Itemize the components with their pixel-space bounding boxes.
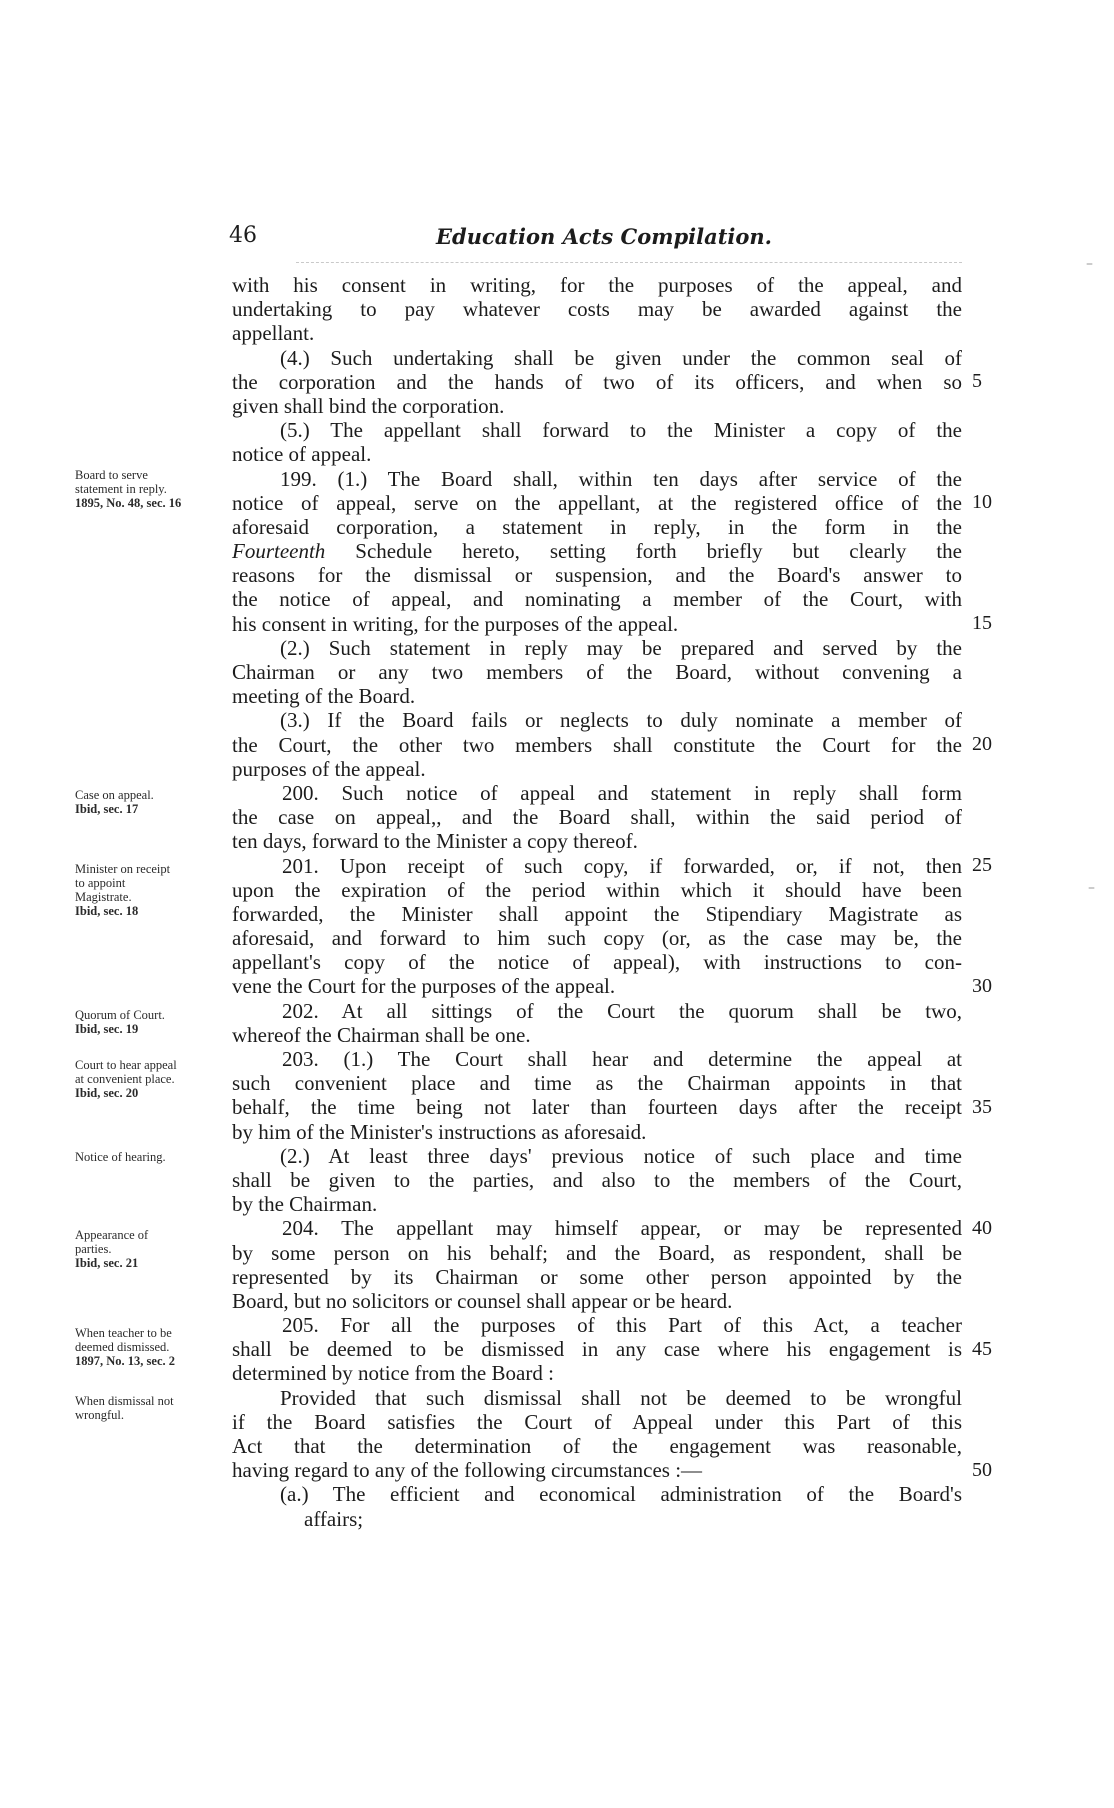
text-line: such convenient place and time as the Chairman appoints in that — [232, 1071, 962, 1096]
text-line: undertaking to pay whatever costs may be awarded against the — [232, 297, 962, 322]
line-number: 20 — [972, 732, 992, 755]
line-number: 35 — [972, 1095, 992, 1118]
sidenote-line: statement in reply. — [75, 482, 167, 496]
sidenote-line: deemed dismissed. — [75, 1340, 170, 1354]
line-number: 10 — [972, 490, 992, 513]
sidenote-citation: Ibid, sec. 18 — [75, 904, 139, 918]
text-line: the Court, the other two members shall constitute the Court for the — [232, 732, 962, 757]
text-line: meeting of the Board. — [232, 684, 416, 709]
text-line: 203. (1.) The Court shall hear and determine the appeal at — [282, 1047, 962, 1071]
sidenote-quorum — [75, 1008, 225, 1036]
sidenote-citation: Ibid, sec. 17 — [75, 802, 139, 816]
text-line: 200. Such notice of appeal and statement in reply shall form — [282, 780, 962, 805]
italic-schedule-word: Fourteenth — [232, 539, 326, 564]
text-line: Board, but no solicitors or counsel shall appear or be heard. — [232, 1288, 733, 1313]
line-number: 30 — [972, 974, 992, 997]
sidenote-appearance — [75, 1228, 225, 1270]
text-line: the notice of appeal, and nominating a member of the Court, with — [232, 587, 962, 612]
text-line: 202. At all sittings of the Court the quorum shall be two, — [282, 998, 962, 1023]
sidenote-line: to appoint — [75, 876, 126, 890]
line-number: 45 — [972, 1337, 992, 1360]
sidenote-line: at convenient place. — [75, 1072, 175, 1086]
text-line: behalf, the time being not later than fourteen days after the receipt — [232, 1095, 962, 1120]
sidenote-line: Minister on receipt — [75, 862, 171, 876]
text-line: purposes of the appeal. — [232, 756, 426, 781]
sidenote-line: When dismissal not — [75, 1394, 174, 1408]
text-line: 204. The appellant may himself appear, or may be represented — [282, 1216, 962, 1241]
body-text — [232, 273, 962, 1531]
text-line: shall be given to the parties, and also to the members of the Court, — [232, 1167, 962, 1192]
sidenote-line: Board to serve — [75, 468, 148, 482]
text-line: upon the expiration of the period within which it should have been — [232, 877, 962, 902]
sidenote-notice-of-hearing — [75, 1150, 225, 1164]
text-line: reasons for the dismissal or suspension, and the Board's answer to — [232, 563, 962, 588]
text-line: given shall bind the corporation. — [232, 393, 505, 418]
text-line: appellant's copy of the notice of appeal), with instructions to con- — [232, 950, 962, 975]
sidenote-board-to-serve — [75, 468, 225, 510]
text-line: shall be deemed to be dismissed in any case where his engagement is — [232, 1337, 962, 1362]
header-rule — [296, 262, 962, 263]
sidenote-line: Court to hear appeal — [75, 1058, 177, 1072]
text-line: notice of appeal, serve on the appellant, at the registered office of the — [232, 490, 962, 515]
text-line: aforesaid corporation, a statement in reply, in the form in the — [232, 514, 962, 539]
scan-dash-mark: – — [1088, 880, 1095, 896]
text-line: if the Board satisfies the Court of Appeal under this Part of this — [232, 1409, 962, 1434]
text-line: the corporation and the hands of two of its officers, and when so — [232, 369, 962, 394]
sidenote-citation: Ibid, sec. 21 — [75, 1256, 139, 1270]
sidenote-citation: 1895, No. 48, sec. 16 — [75, 496, 182, 510]
text-line: affairs; — [304, 1506, 364, 1531]
text-line: (5.) The appellant shall forward to the Minister a copy of the — [280, 418, 962, 443]
text-line: (a.) The efficient and economical administration of the Board's — [280, 1482, 962, 1507]
text-line: vene the Court for the purposes of the appeal. — [232, 974, 616, 999]
text-line: (2.) Such statement in reply may be prepared and served by the — [280, 635, 962, 660]
sidenote-citation: 1897, No. 13, sec. 2 — [75, 1354, 175, 1368]
text-line: 199. (1.) The Board shall, within ten days after service of the — [280, 466, 962, 491]
text-line: ten days, forward to the Minister a copy thereof. — [232, 829, 638, 854]
running-head-title: Education Acts Compilation. — [436, 224, 772, 249]
line-number: 25 — [972, 853, 992, 876]
sidenote-court-to-hear — [75, 1058, 225, 1100]
sidenote-line: Appearance of — [75, 1228, 149, 1242]
sidenote-minister-on-receipt — [75, 862, 225, 918]
text-line: determined by notice from the Board : — [232, 1361, 554, 1386]
text-line: the case on appeal,, and the Board shall, within the said period of — [232, 805, 962, 830]
scan-dash-mark: – — [1086, 256, 1093, 272]
sidenote-when-not-wrongful — [75, 1394, 225, 1422]
line-number: 40 — [972, 1216, 992, 1239]
sidenote-citation: Ibid, sec. 19 — [75, 1022, 139, 1036]
text-fragment: Schedule hereto, setting forth briefly but clearly the — [355, 539, 962, 564]
text-line: appellant. — [232, 321, 315, 346]
sidenote-citation: Ibid, sec. 20 — [75, 1086, 139, 1100]
sidenote-line: When teacher to be — [75, 1326, 172, 1340]
line-number: 15 — [972, 611, 992, 634]
text-line: (3.) If the Board fails or neglects to duly nominate a member of — [280, 708, 962, 733]
text-line: aforesaid, and forward to him such copy (or, as the case may be, the — [232, 926, 962, 951]
sidenote-line: Case on appeal. — [75, 788, 154, 802]
text-line: represented by its Chairman or some other person appointed by the — [232, 1264, 962, 1289]
sidenote-when-teacher-dismissed — [75, 1326, 225, 1368]
text-line: by him of the Minister's instructions as aforesaid. — [232, 1119, 647, 1144]
text-line: with his consent in writing, for the purposes of the appeal, and — [232, 273, 962, 297]
text-line: Provided that such dismissal shall not be deemed to be wrongful — [280, 1385, 962, 1410]
text-line: by the Chairman. — [232, 1192, 378, 1217]
text-line: forwarded, the Minister shall appoint the Stipendiary Magistrate as — [232, 901, 962, 926]
page-number: 46 — [229, 223, 257, 248]
text-line: (2.) At least three days' previous notice of such place and time — [280, 1143, 962, 1168]
sidenote-line: wrongful. — [75, 1408, 124, 1422]
text-line: Act that the determination of the engagement was reasonable, — [232, 1434, 962, 1458]
text-line: his consent in writing, for the purposes of the appeal. — [232, 611, 679, 636]
text-line: having regard to any of the following circumstances :— — [232, 1458, 703, 1483]
sidenote-line: Quorum of Court. — [75, 1008, 165, 1022]
text-line: (4.) Such undertaking shall be given under the common seal of — [280, 345, 962, 370]
sidenote-line: parties. — [75, 1242, 112, 1256]
text-line: notice of appeal. — [232, 442, 372, 467]
text-line: 201. Upon receipt of such copy, if forwarded, or, if not, then — [282, 853, 962, 878]
text-line: 205. For all the purposes of this Part of this Act, a teacher — [282, 1313, 962, 1338]
line-number: 5 — [972, 369, 982, 392]
line-number: 50 — [972, 1458, 992, 1481]
sidenote-line: Magistrate. — [75, 890, 132, 904]
text-line: Chairman or any two members of the Board, without convening a — [232, 660, 962, 684]
text-line-with-italic — [232, 539, 962, 563]
text-line: by some person on his behalf; and the Board, as respondent, shall be — [232, 1240, 962, 1265]
sidenote-line: Notice of hearing. — [75, 1150, 166, 1164]
sidenote-case-on-appeal — [75, 788, 225, 816]
text-line: whereof the Chairman shall be one. — [232, 1022, 531, 1047]
